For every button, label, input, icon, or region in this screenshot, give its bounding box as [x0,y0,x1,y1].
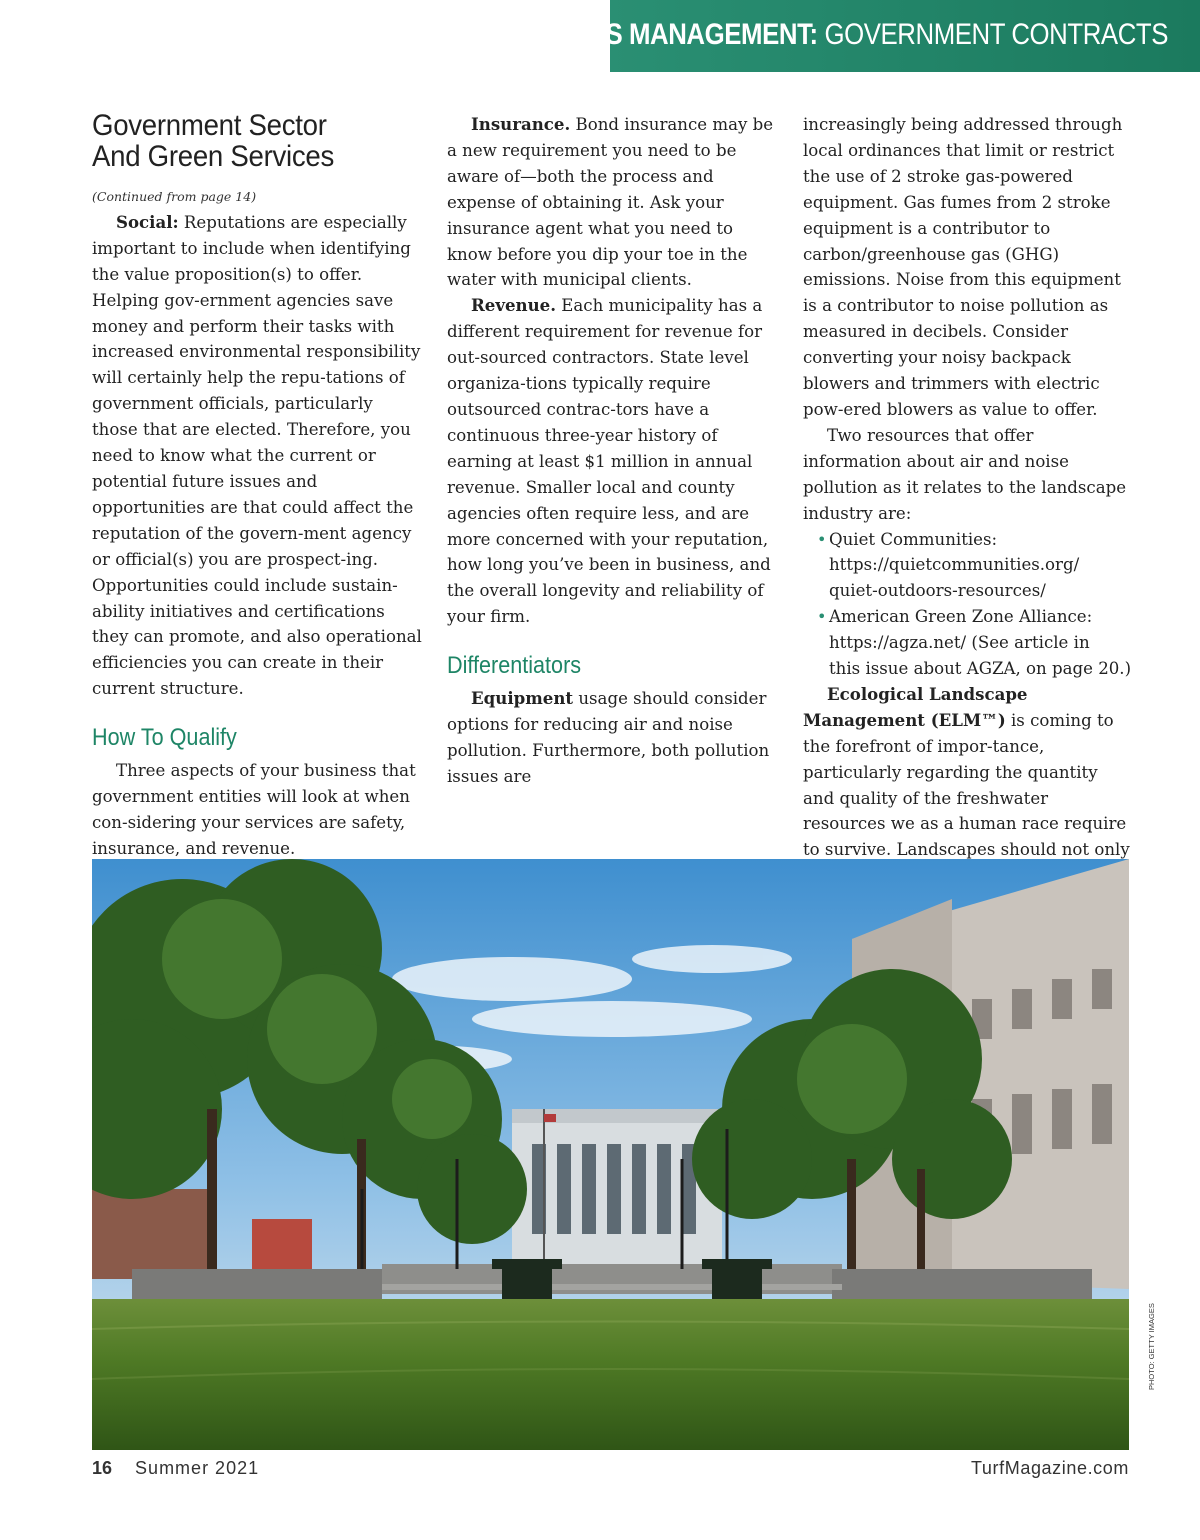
heading-how-to-qualify: How To Qualify [92,724,237,752]
insurance-text: Bond insurance may be a new requirement you need to be aware of—both the process and expense of obtaining it. Ask your insurance agent what you need to know before you dip your toe in the water with municipal clients. [447,115,774,290]
revenue-label: Revenue. [471,295,557,316]
elm-label: Ecological Landscape Management (ELM™) [803,683,1028,730]
social-paragraph [92,210,422,702]
article-title [92,110,396,172]
plaza-illustration [92,859,1129,1450]
bullet-dot-icon: • [817,529,827,549]
bullet-line: Quiet Communities: [829,529,998,549]
social-text: Reputations are especially important to include when identifying the value proposition(s) to offer. Helping gov-ernment agencies save money and perform their tasks with increased environmental responsibility will certainly help the repu-tations of government officials, particularly those that are elected. Therefore, you need to know what the current or potential future issues and opportunities are that could affect the reputation of the govern-ment agency or official(s) you are prospect-ing. Opportunities could include sustain-ability initiatives and certifications they can promote, and also operational efficiencies you can create in their current structure. [92,212,422,699]
qualify-intro: Three aspects of your business that government entities will look at when con-sidering your services are safety, insurance, and revenue. [92,761,416,858]
title-line-1: Government Sector [92,109,327,142]
bullet-agza [817,604,1133,682]
issue-date: Summer 2021 [135,1458,260,1478]
bullet-link[interactable]: https://quietcommunities.org/ [829,555,1080,575]
title-line-2: And Green Services [92,140,335,173]
revenue-text: Each municipality has a different requirement for revenue for out-sourced contractors. State level organiza-tions typically require outsourced contrac-tors have a continuous three-year history of earning at least $1 million in annual revenue. Smaller local and county agencies often require less, and are more concerned with your reputation, how long you’ve been in business, and the overall longevity and reliability of your firm. [447,296,771,627]
column-3 [803,112,1133,967]
bullet-line-cont: this issue about AGZA, on page 20.) [829,659,1132,679]
section-header-topic: GOVERNMENT CONTRACTS [817,18,1168,51]
page-number: 16 [92,1458,113,1478]
equipment-continued: increasingly being addressed through local ordinances that limit or restrict the use of 2 stroke gas-powered equipment. Gas fumes from 2 stroke equipment is a contributor to carbon/greenhouse gas (GHG) emissions. Noise from this equipment is a contributor to noise pollution as measured in decibels. Consider converting your noisy backpack blowers and trimmers with electric pow-ered blowers as value to offer. [803,115,1123,419]
section-header-bold: BUSINESS MANAGEMENT: [493,18,818,51]
bullet-link-cont[interactable]: quiet-outdoors-resources/ [829,581,1046,601]
bullet-dot-icon: • [817,607,827,627]
bullet-text [829,527,1079,605]
section-header [494,18,1168,52]
insurance-paragraph [447,112,777,293]
plaza-photo [92,859,1129,1450]
courthouse [512,1109,722,1269]
revenue-paragraph [447,293,777,630]
equipment-label: Equipment [471,688,574,709]
continued-note: (Continued from page 14) [92,189,257,204]
bullet-text [829,604,1131,682]
insurance-label: Insurance. [471,114,571,134]
column-2 [447,112,777,790]
equipment-paragraph [447,686,777,790]
resources-intro: Two resources that offer information about air and noise pollution as it relates to the landscape industry are: [803,425,1127,523]
footer-site[interactable]: TurfMagazine.com [971,1458,1129,1478]
section-header-band [493,0,1200,72]
photo-credit: PHOTO: GETTY IMAGES [1147,1303,1156,1390]
bullet-line: American Green Zone Alliance: [829,607,1093,627]
elm-text: is coming to the forefront of impor-tance, particularly regarding the quantity and quality of the freshwater resources we as a human race require to survive. Landscapes should not only [803,710,1130,860]
footer-left [92,1458,259,1479]
bullet-link[interactable]: https://agza.net/ (See article in [829,633,1090,653]
plaza-steps [132,1264,1092,1299]
heading-differentiators: Differentiators [447,652,582,680]
equipment-text: usage should consider options for reducing air and noise pollution. Furthermore, both pollution issues are [447,689,770,786]
social-label: Social: [116,211,179,232]
bullet-quiet-communities [817,527,1133,605]
